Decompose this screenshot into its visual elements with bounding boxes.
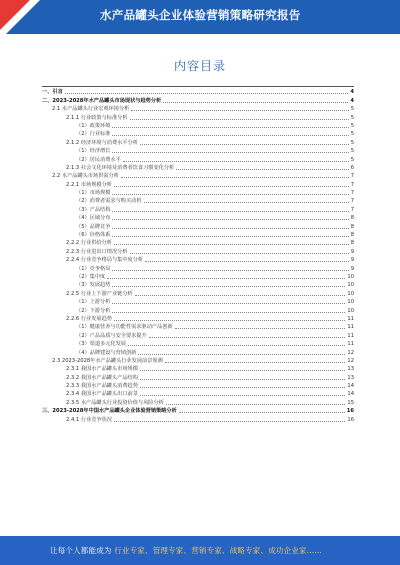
toc-entry-title: 2.2.3 行业进出口情况分析 bbox=[66, 248, 128, 255]
toc-entry-title: 2.2.5 行业上下游产业链分析 bbox=[66, 290, 133, 297]
toc-entry-title: 2.1.1 行业政策与标准分析 bbox=[66, 114, 128, 121]
toc-entry-title: （2）集中度 bbox=[76, 273, 106, 280]
toc-entry[interactable] bbox=[42, 331, 354, 339]
toc-entry[interactable] bbox=[42, 415, 354, 423]
toc-entry-page: 4 bbox=[350, 89, 354, 96]
toc-entry-page: 9 bbox=[350, 265, 354, 272]
toc-entry-page: 9 bbox=[350, 248, 354, 255]
toc-leader-dots bbox=[114, 421, 345, 422]
toc-leader-dots bbox=[114, 244, 349, 245]
toc-leader-dots bbox=[112, 135, 348, 136]
toc-entry-page: 8 bbox=[350, 240, 354, 247]
toc-leader-dots bbox=[112, 152, 348, 153]
toc-leader-dots bbox=[112, 236, 348, 237]
toc-entry[interactable] bbox=[42, 306, 354, 314]
toc-entry-title: （1）政策环境 bbox=[76, 122, 111, 129]
toc-entry-title: 2.2 水产品罐头市场供需分析 bbox=[52, 173, 119, 180]
toc-entry-title: （2）下游分析 bbox=[76, 307, 111, 314]
toc-entry[interactable] bbox=[42, 289, 354, 297]
toc-entry-title: （3）渠道多元化发展 bbox=[76, 341, 126, 348]
toc-entry[interactable] bbox=[42, 164, 354, 172]
toc-entry-page: 4 bbox=[350, 97, 354, 104]
toc-leader-dots bbox=[121, 177, 349, 178]
report-title: 水产品罐头企业体验营销策略研究报告 bbox=[100, 8, 301, 22]
toc-entry[interactable] bbox=[42, 122, 354, 130]
toc-entry-title: （2）消费者需求与购买动机 bbox=[76, 198, 142, 205]
footer-banner bbox=[0, 536, 400, 565]
toc-entry[interactable] bbox=[42, 390, 354, 398]
toc-entry[interactable] bbox=[42, 214, 354, 222]
toc-entry-title: 2.3.3 我国水产品罐头消费趋势 bbox=[66, 383, 138, 390]
toc-entry-page: 5 bbox=[350, 139, 354, 146]
toc-leader-dots bbox=[112, 228, 348, 229]
header-banner bbox=[0, 0, 400, 34]
toc-entry[interactable] bbox=[42, 407, 354, 415]
toc-entry-title: 2.3.5 水产品罐头行业投资价值与风险分析 bbox=[66, 399, 164, 406]
toc-entry-page: 12 bbox=[347, 349, 354, 356]
toc-entry-page: 7 bbox=[350, 190, 354, 197]
toc-leader-dots bbox=[112, 194, 348, 195]
toc-entry-title: 2.4.1 行业竞争状况 bbox=[66, 416, 112, 423]
toc-leader-dots bbox=[145, 261, 349, 262]
toc-leader-dots bbox=[138, 354, 345, 355]
toc-entry-page: 8 bbox=[350, 215, 354, 222]
toc-entry[interactable] bbox=[42, 348, 354, 356]
toc-entry-page: 5 bbox=[350, 148, 354, 155]
toc-leader-dots bbox=[128, 345, 345, 346]
toc-entry-page: 5 bbox=[350, 114, 354, 121]
toc-entry[interactable] bbox=[42, 340, 354, 348]
footer-slogan bbox=[50, 545, 322, 556]
toc-entry[interactable] bbox=[42, 138, 354, 146]
toc-entry[interactable] bbox=[42, 298, 354, 306]
toc-leader-dots bbox=[107, 278, 345, 279]
toc-leader-dots bbox=[140, 144, 349, 145]
toc-entry[interactable] bbox=[42, 398, 354, 406]
toc-entry-page: 10 bbox=[347, 290, 354, 297]
toc-entry-page: 7 bbox=[350, 181, 354, 188]
toc-entry-page: 16 bbox=[347, 416, 354, 423]
toc-entry-title: （1）上游分析 bbox=[76, 299, 111, 306]
toc-leader-dots bbox=[112, 270, 348, 271]
toc-entry-page: 10 bbox=[347, 307, 354, 314]
toc-entry-page: 11 bbox=[347, 332, 354, 339]
toc-entry-page: 13 bbox=[347, 366, 354, 373]
toc-entry-title: （1）健康营养与功能性需求驱动产品创新 bbox=[76, 324, 173, 331]
toc-entry[interactable] bbox=[42, 155, 354, 163]
toc-entry[interactable] bbox=[42, 323, 354, 331]
toc-entry-page: 6 bbox=[350, 164, 354, 171]
toc-entry-title: 一、引言 bbox=[42, 89, 63, 96]
toc-leader-dots bbox=[114, 320, 345, 321]
toc-leader-dots bbox=[163, 102, 348, 103]
toc-leader-dots bbox=[65, 93, 349, 94]
toc-entry[interactable] bbox=[42, 172, 354, 180]
toc-entry[interactable] bbox=[42, 96, 354, 104]
toc-entry[interactable] bbox=[42, 197, 354, 205]
toc-entry-title: 2.2.2 行业供给分析 bbox=[66, 240, 112, 247]
toc-entry[interactable] bbox=[42, 365, 354, 373]
toc-leader-dots bbox=[144, 202, 349, 203]
toc-leader-dots bbox=[114, 186, 349, 187]
toc-entry-title: （2）产品品质与安全要求提升 bbox=[76, 332, 147, 339]
toc-entry[interactable] bbox=[42, 357, 354, 365]
toc-entry-title: （2）居民消费水平 bbox=[76, 156, 121, 163]
toc-entry[interactable] bbox=[42, 382, 354, 390]
toc-entry-title: （4）区域分布 bbox=[76, 215, 111, 222]
toc-leader-dots bbox=[140, 387, 345, 388]
toc-entry-page: 5 bbox=[350, 106, 354, 113]
toc-entry[interactable] bbox=[42, 264, 354, 272]
toc-entry-title: （5）品牌竞争 bbox=[76, 223, 111, 230]
toc-leader-dots bbox=[149, 337, 346, 338]
toc-leader-dots bbox=[112, 303, 345, 304]
toc-entry-title: （1）经济增长 bbox=[76, 148, 111, 155]
toc-entry-title: 2.3 2023-2028年水产品罐头行业发展前景预测 bbox=[52, 357, 163, 364]
toc-list bbox=[42, 88, 354, 424]
toc-leader-dots bbox=[135, 295, 346, 296]
toc-entry[interactable] bbox=[42, 88, 354, 96]
toc-entry-title: （4）品牌建设与营销创新 bbox=[76, 349, 137, 356]
toc-entry-title: 2.1.3 社会文化环境及消费者饮食习惯变化分析 bbox=[66, 164, 175, 171]
toc-entry-title: （2）行业标准 bbox=[76, 131, 111, 138]
toc-entry[interactable] bbox=[42, 105, 354, 113]
toc-entry-title: 2.2.6 行业发展趋势 bbox=[66, 315, 112, 322]
toc-entry-title: 2.3.4 我国水产品罐头出口前景 bbox=[66, 391, 138, 398]
toc-leader-dots bbox=[112, 127, 348, 128]
toc-entry-page: 7 bbox=[350, 198, 354, 205]
toc-entry-title: （6）价格体系 bbox=[76, 232, 111, 239]
toc-leader-dots bbox=[176, 169, 348, 170]
toc-leader-dots bbox=[123, 161, 349, 162]
toc-entry[interactable] bbox=[42, 315, 354, 323]
toc-entry-title: 2.2.1 市场规模分析 bbox=[66, 181, 112, 188]
toc-entry[interactable] bbox=[42, 222, 354, 230]
toc-leader-dots bbox=[112, 312, 345, 313]
toc-entry-page: 11 bbox=[347, 315, 354, 322]
toc-entry[interactable] bbox=[42, 205, 354, 213]
toc-entry-page: 7 bbox=[350, 173, 354, 180]
toc-heading: 内容目录 bbox=[173, 59, 226, 73]
toc-entry-page: 10 bbox=[347, 299, 354, 306]
toc-entry-title: 二、2023-2028年水产品罐头市场现状与趋势分析 bbox=[42, 97, 162, 104]
toc-leader-dots bbox=[140, 395, 345, 396]
toc-entry[interactable] bbox=[42, 189, 354, 197]
toc-entry[interactable] bbox=[42, 147, 354, 155]
toc-entry-title: 三、2023-2028年中国水产品罐头企业体验营销策略分析 bbox=[42, 408, 177, 415]
toc-entry-page: 8 bbox=[350, 223, 354, 230]
toc-entry-title: 2.1 水产品罐头行业宏观环境分析 bbox=[52, 106, 130, 113]
toc-entry-page: 12 bbox=[347, 357, 354, 364]
toc-entry-page: 11 bbox=[347, 324, 354, 331]
toc-entry[interactable] bbox=[42, 239, 354, 247]
toc-leader-dots bbox=[112, 219, 348, 220]
toc-leader-dots bbox=[175, 328, 346, 329]
toc-leader-dots bbox=[165, 362, 346, 363]
toc-entry-page: 7 bbox=[350, 206, 354, 213]
toc-entry[interactable] bbox=[42, 273, 354, 281]
toc-entry-title: （1）竞争格局 bbox=[76, 265, 111, 272]
footer-roles: 行业专家、管理专家、营销专家、战略专家、成功企业家…… bbox=[114, 546, 323, 555]
toc-entry-title: （3）发展趋势 bbox=[76, 282, 111, 289]
toc-entry-page: 5 bbox=[350, 122, 354, 129]
toc-leader-dots bbox=[179, 412, 345, 413]
toc-entry-title: 2.3.2 我国水产品罐头产品结构 bbox=[66, 374, 138, 381]
toc-entry-page: 10 bbox=[347, 273, 354, 280]
toc-entry[interactable] bbox=[42, 231, 354, 239]
toc-leader-dots bbox=[131, 110, 348, 111]
toc-leader-dots bbox=[166, 404, 346, 405]
toc-entry-page: 5 bbox=[350, 156, 354, 163]
toc-entry-page: 11 bbox=[347, 341, 354, 348]
toc-entry-page: 16 bbox=[346, 408, 354, 415]
footer-prefix: 让每个人都能成为 bbox=[50, 546, 112, 555]
toc-entry-page: 8 bbox=[350, 232, 354, 239]
toc-entry-page: 10 bbox=[347, 282, 354, 289]
toc-entry[interactable] bbox=[42, 373, 354, 381]
toc-entry-title: （3）产品结构 bbox=[76, 206, 111, 213]
toc-entry[interactable] bbox=[42, 113, 354, 121]
toc-entry-page: 9 bbox=[350, 257, 354, 264]
toc-entry-title: 2.1.2 经济环境与消费水平分析 bbox=[66, 139, 138, 146]
toc-top-rule bbox=[42, 86, 354, 87]
toc-entry-page: 5 bbox=[350, 131, 354, 138]
toc-leader-dots bbox=[112, 211, 348, 212]
toc-entry-title: 2.2.4 行业竞争格局与集中度分析 bbox=[66, 257, 144, 264]
toc-leader-dots bbox=[130, 119, 349, 120]
toc-leader-dots bbox=[140, 379, 345, 380]
toc-entry-page: 13 bbox=[347, 374, 354, 381]
toc-leader-dots bbox=[112, 286, 345, 287]
toc-leader-dots bbox=[140, 370, 345, 371]
toc-entry-page: 14 bbox=[347, 391, 354, 398]
toc-entry[interactable] bbox=[42, 281, 354, 289]
toc-entry[interactable] bbox=[42, 130, 354, 138]
table-of-contents bbox=[42, 86, 354, 524]
toc-entry[interactable] bbox=[42, 256, 354, 264]
toc-leader-dots bbox=[130, 253, 349, 254]
toc-entry-page: 15 bbox=[347, 399, 354, 406]
toc-entry[interactable] bbox=[42, 180, 354, 188]
toc-entry[interactable] bbox=[42, 247, 354, 255]
toc-entry-page: 14 bbox=[347, 383, 354, 390]
toc-entry-title: 2.3.1 我国水产品罐头市场规模 bbox=[66, 366, 138, 373]
toc-entry-title: （1）市场规模 bbox=[76, 190, 111, 197]
